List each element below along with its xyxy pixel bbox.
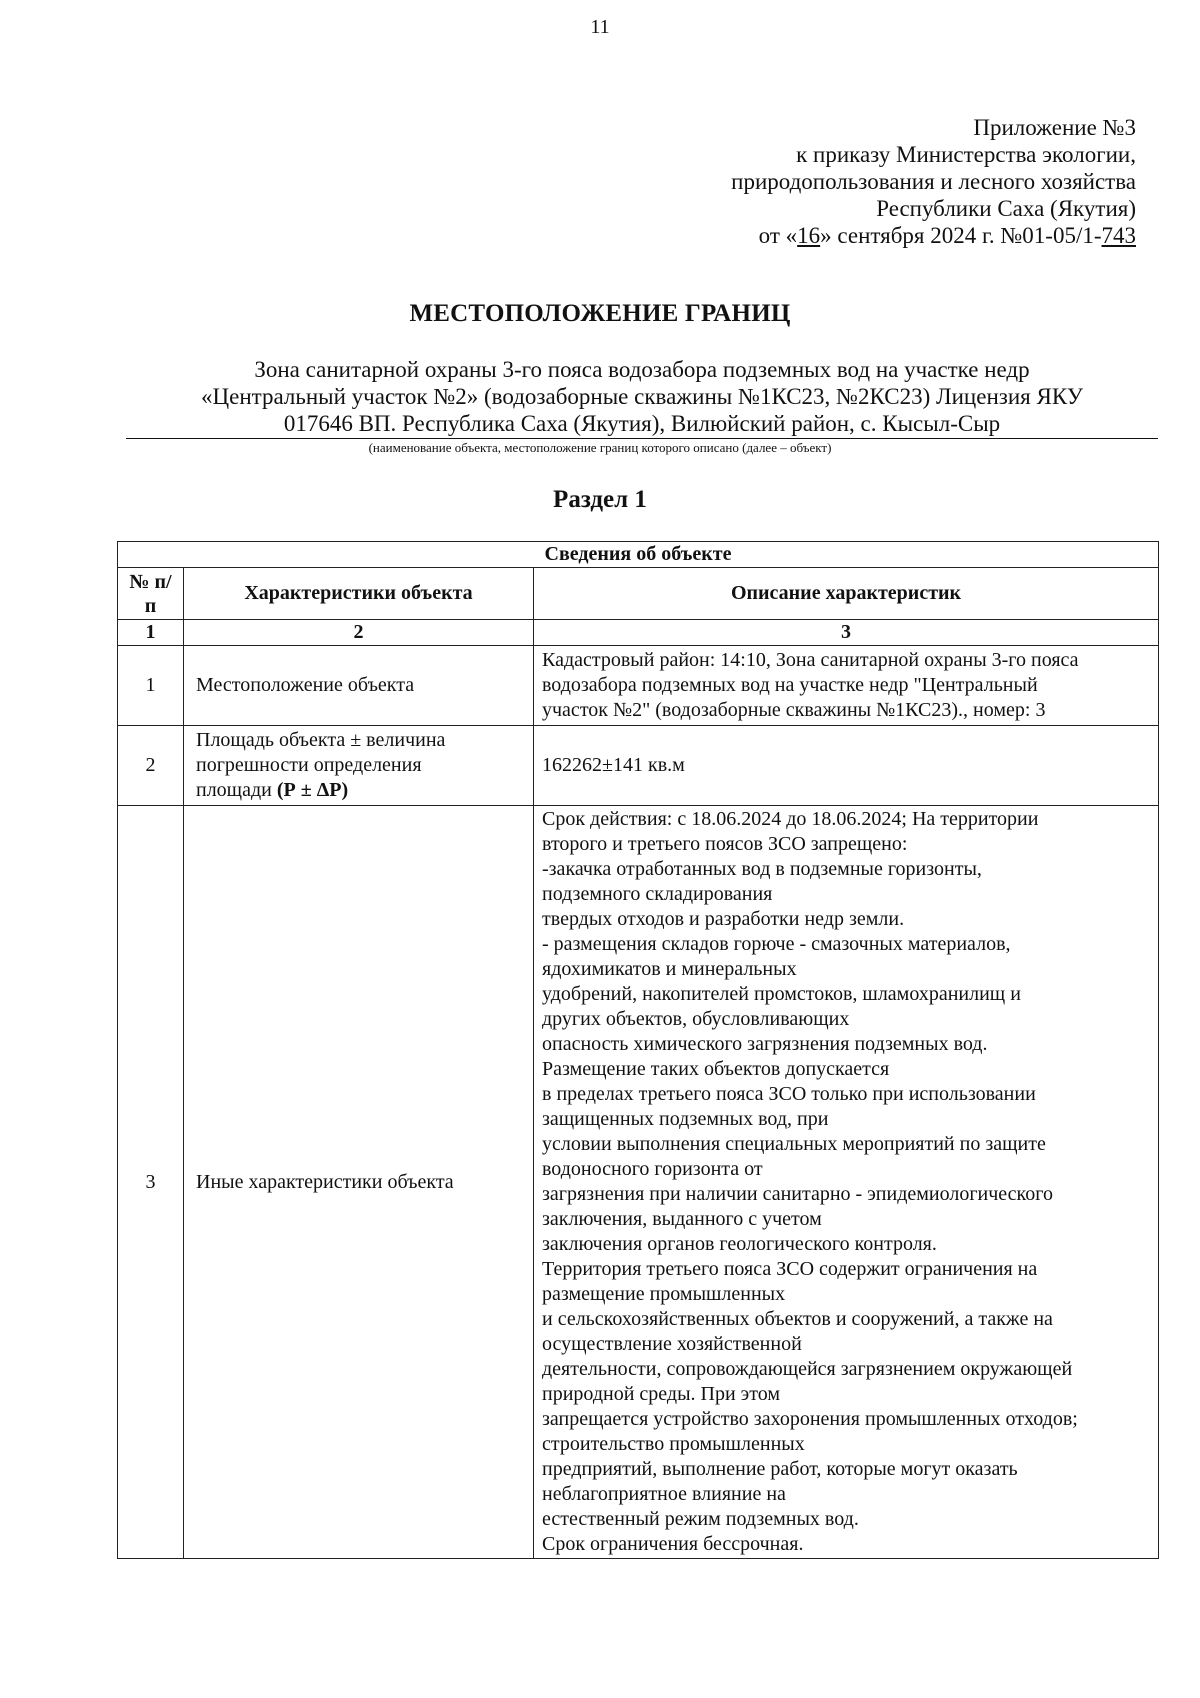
row-description — [534, 646, 1159, 726]
description-line: опасность химического загрязнения подземных вод. — [542, 1033, 988, 1055]
description-line: в пределах третьего пояса ЗСО только при использовании — [542, 1083, 1036, 1105]
name-line: погрешности определения — [196, 754, 422, 776]
description-line: -закачка отработанных вод в подземные горизонты, — [542, 858, 982, 880]
description-line: других объектов, обусловливающих — [542, 1008, 850, 1030]
name-line: Площадь объекта ± величина — [196, 729, 446, 751]
date-day: 16 — [797, 223, 821, 248]
description-line: водозабора подземных вод на участке недр "Центральный — [542, 674, 1038, 696]
name-line-text: площади — [196, 779, 277, 801]
appendix-line: к приказу Министерства экологии, — [796, 142, 1136, 167]
page-number: 11 — [590, 16, 610, 38]
description-line: Срок ограничения бессрочная. — [542, 1533, 804, 1555]
row-description: 162262±141 кв.м — [534, 726, 1159, 806]
object-name-underline — [126, 438, 1158, 439]
table-row — [118, 646, 1159, 726]
description-line: и сельскохозяйственных объектов и сооружений, а также на — [542, 1308, 1053, 1330]
row-number: 3 — [118, 806, 184, 1559]
description-line: заключения, выданного с учетом — [542, 1208, 822, 1230]
description-line: второго и третьего поясов ЗСО запрещено: — [542, 833, 908, 855]
column-number: 2 — [184, 620, 534, 646]
table-caption: Сведения об объекте — [118, 542, 1159, 568]
description-line: Размещение таких объектов допускается — [542, 1058, 890, 1080]
description-line: подземного складирования — [542, 883, 773, 905]
description-line: деятельности, сопровождающейся загрязнением окружающей — [542, 1358, 1073, 1380]
object-name-line: Зона санитарной охраны 3-го пояса водозабора подземных вод на участке недр — [254, 357, 1030, 382]
date-prefix: от « — [758, 223, 798, 248]
description-line: защищенных подземных вод, при — [542, 1108, 829, 1130]
appendix-header — [731, 114, 1136, 249]
appendix-line: Приложение №3 — [973, 115, 1136, 140]
order-number: 743 — [1101, 223, 1136, 248]
row-name: Иные характеристики объекта — [184, 806, 534, 1559]
row-number: 1 — [118, 646, 184, 726]
appendix-line: природопользования и лесного хозяйства — [731, 169, 1136, 194]
object-name — [126, 356, 1158, 437]
description-line: удобрений, накопителей промстоков, шламохранилищ и — [542, 983, 1021, 1005]
description-line: заключения органов геологического контроля. — [542, 1233, 937, 1255]
header-desc: Описание характеристик — [534, 568, 1159, 620]
description-line: размещение промышленных — [542, 1283, 786, 1305]
row-name: Местоположение объекта — [184, 646, 534, 726]
table-caption-row — [118, 542, 1159, 568]
description-line: Кадастровый район: 14:10, Зона санитарной охраны 3-го пояса — [542, 649, 1079, 671]
description-line: строительство промышленных — [542, 1433, 805, 1455]
section-title: Раздел 1 — [553, 486, 647, 513]
column-number: 1 — [118, 620, 184, 646]
description-line: ядохимикатов и минеральных — [542, 958, 797, 980]
description-line: участок №2" (водозаборные скважины №1КС23)., номер: 3 — [542, 699, 1046, 721]
row-description — [534, 806, 1159, 1559]
description-line: естественный режим подземных вод. — [542, 1508, 859, 1530]
description-line: Срок действия: с 18.06.2024 до 18.06.2024; На территории — [542, 808, 1039, 830]
appendix-line: Республики Саха (Якутия) — [876, 196, 1136, 221]
column-number: 3 — [534, 620, 1159, 646]
document-title: МЕСТОПОЛОЖЕНИЕ ГРАНИЦ — [409, 300, 791, 327]
description-line: твердых отходов и разработки недр земли. — [542, 908, 905, 930]
row-name — [184, 726, 534, 806]
description-line: осуществление хозяйственной — [542, 1333, 802, 1355]
description-line: загрязнения при наличии санитарно - эпидемиологического — [542, 1183, 1053, 1205]
header-num: № п/п — [118, 568, 184, 620]
table-row — [118, 726, 1159, 806]
header-name: Характеристики объекта — [184, 568, 534, 620]
appendix-date-line — [731, 222, 1136, 249]
description-line: условии выполнения специальных мероприятий по защите — [542, 1133, 1046, 1155]
object-name-caption: (наименование объекта, местоположение границ которого описано (далее – объект) — [368, 440, 832, 455]
row-number: 2 — [118, 726, 184, 806]
description-line: - размещения складов горюче - смазочных материалов, — [542, 933, 1011, 955]
table-header-row — [118, 568, 1159, 620]
description-line: природной среды. При этом — [542, 1383, 780, 1405]
area-formula: (Р ± ΔР) — [276, 779, 349, 801]
column-number-row — [118, 620, 1159, 646]
description-line: предприятий, выполнение работ, которые могут оказать — [542, 1458, 1018, 1480]
description-line: неблагоприятное влияние на — [542, 1483, 786, 1505]
description-line: водоносного горизонта от — [542, 1158, 763, 1180]
description-line: Территория третьего пояса ЗСО содержит ограничения на — [542, 1258, 1038, 1280]
object-name-line: 017646 ВП. Республика Саха (Якутия), Вилюйский район, с. Кысыл-Сыр — [283, 411, 1001, 436]
object-name-line: «Центральный участок №2» (водозаборные скважины №1КС23, №2КС23) Лицензия ЯКУ — [201, 384, 1083, 409]
date-middle: » сентября 2024 г. №01-05/1- — [820, 223, 1102, 248]
name-line — [196, 778, 525, 803]
table-row — [118, 806, 1159, 1559]
object-info-table — [117, 541, 1159, 1559]
description-line: запрещается устройство захоронения промышленных отходов; — [542, 1408, 1078, 1430]
